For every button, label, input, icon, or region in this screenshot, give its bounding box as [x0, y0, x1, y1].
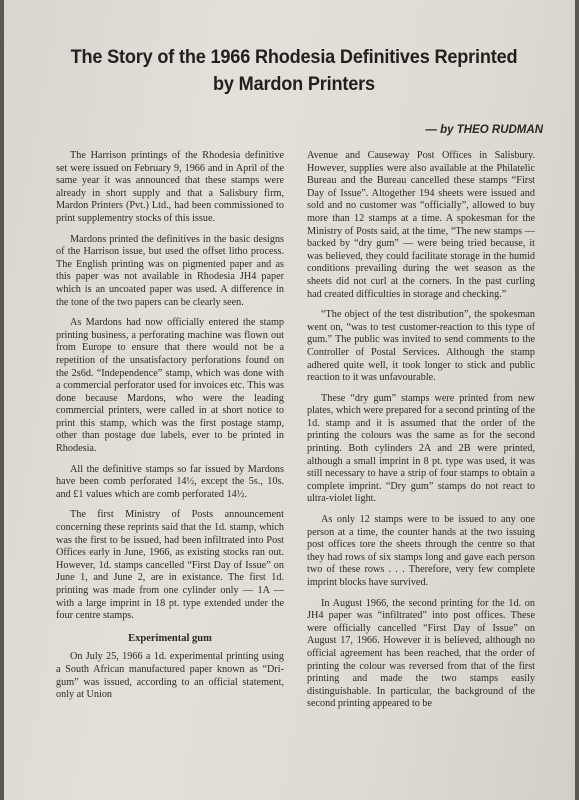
- section-subheading: Experimental gum: [128, 632, 212, 644]
- paragraph-continued: Avenue and Causeway Post Offices in Salisbury. However, supplies were also available at the Philatelic Bureau and the Bureau cancelled these stamps “First Day of Issue”. Altogether 194 sheets were issued and sold and no customer was “officially”, allowed to buy more than 12 stamps at a time. A spokesman for the Ministry of Posts said, at the time, “The new stamps — backed by “dry gum” — were being tried because, it was believed, they could facilitate storage in the humid conditions prevailing during the wet season as the sheets did not curl at the corners. In the past curling had created difficulties in storage and checking.”: [307, 150, 535, 300]
- paragraph: As only 12 stamps were to be issued to any one person at a time, the counter hands at the two issuing post offices tore the sheets through the centre so that they had rows of six stamps long and gave each person two of these rows . . . Therefore, very few complete imprint blocks have survived.: [307, 514, 535, 588]
- paragraph: Mardons printed the definitives in the basic designs of the Harrison issue, but used the offset litho process. The English printing was on pigmented paper and as this paper was not available in Rhodesia JH4 paper which is an uncoated paper was used. A difference in the tone of the two papers can be clearly seen.: [56, 233, 284, 308]
- right-column: [307, 150, 535, 719]
- article-byline: — by THEO RUDMAN: [425, 124, 543, 136]
- magazine-page: [4, 0, 575, 800]
- paragraph: All the definitive stamps so far issued by Mardons have been comb perforated 14½, except the 5s., 10s. and £1 values which are comb perforated 14½.: [56, 463, 284, 500]
- paragraph: The first Ministry of Posts announcement concerning these reprints said that the 1d. stamp, which was the first to be issued, had been infiltrated into Post Offices early in June, 1966, as existing stocks ran out. However, 1d. stamps cancelled “First Day of Issue” on June 1, and June 2, are in existance. The first 1d. printing was made from one cylinder only — 1A — with a large imprint in 18 pt. type extended under the four centre stamps.: [56, 509, 284, 622]
- paragraph: The Harrison printings of the Rhodesia definitive set were issued on February 9, 1966 and in April of the same year it was announced that these stamps were already in short supply and that a Salisbury firm, Mardon Printers (Pvt.) Ltd., had been commissioned to print supplementry stocks of this issue.: [56, 150, 284, 224]
- paragraph: As Mardons had now officially entered the stamp printing business, a perforating machine was flown out from Europe to ensure that there would not be a repetition of the unsatisfactory perforations found on the 2s6d. “Independence” stamp, which was done with a commercial perforator used for invoices etc. This was done because Mardons, who were the leading commercial printers, were called in at short notice to print this stamp, which was the first postage stamp, other than postage due labels, ever to be printed in Rhodesia.: [56, 317, 284, 455]
- paragraph: On July 25, 1966 a 1d. experimental printing using a South African manufactured paper known as “Dri-gum” was issued, according to an official statement, only at Union: [56, 651, 284, 701]
- left-column: [56, 150, 284, 710]
- article-title: The Story of the 1966 Rhodesia Definitives Reprinted by Mardon Printers: [70, 46, 518, 95]
- paragraph: These “dry gum” stamps were printed from new plates, which were prepared for a second printing of the 1d. stamp and it is assumed that the order of the printing the colours was the same as for the second printing. Both cylinders 2A and 2B were printed, although a small imprint in 8 pt. type was used, it was still necessary to have a strip of four stamps to obtain a complete imprint. “Dry gum” stamps do not react to ultra-violet light.: [307, 392, 535, 505]
- paragraph: “The object of the test distribution”, the spokesman went on, “was to test customer-reaction to this type of gum.” The public was invited to send comments to the Controller of Postal Services. Although the stamp adhered quite well, it took longer to stick and public reaction to it was unfavourable.: [307, 309, 535, 384]
- paragraph: In August 1966, the second printing for the 1d. on JH4 paper was “infiltrated” into post offices. These were officially cancelled “First Day of Issue” on August 17, 1966. However it is believed, although no official agreement has been reached, that the order of printing the colour was reversed from that of the first printing and made the two stamps easily distinguishable. In particular, the background of the second printing appeared to be: [307, 597, 535, 710]
